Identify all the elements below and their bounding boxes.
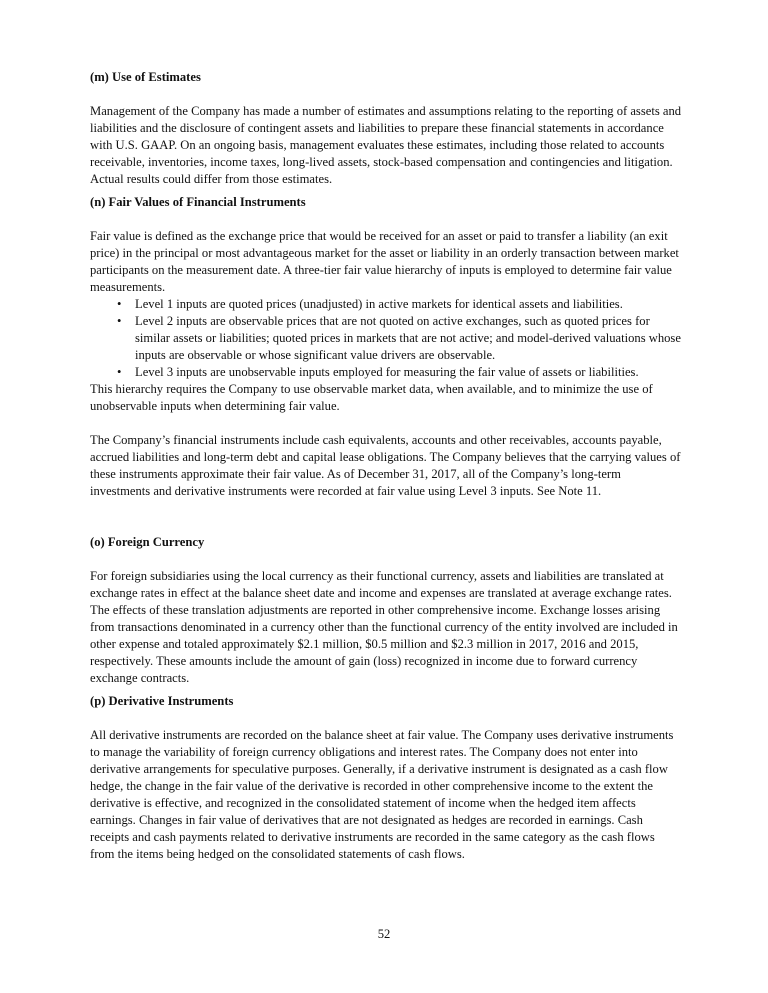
page-number: 52 (377, 927, 391, 941)
fair-value-levels-list (90, 296, 682, 381)
paragraph-derivative-instruments: All derivative instruments are recorded on the balance sheet at fair value. The Company uses derivative instruments to manage the variability of foreign currency obligations and interest rates. The Company does not enter into derivative arrangements for speculative purposes. Generally, if a derivative instrument is designated as a cash flow hedge, the change in the fair value of the derivative is recorded in other comprehensive income to the extent the derivative is effective, and recognized in the consolidated statement of income when the hedged item affects earnings. Changes in fair value of derivatives that are not designated as hedges are recorded in earnings. Cash receipts and cash payments related to derivative instruments are recorded in the same category as the cash flows from the items being hedged on the consolidated statements of cash flows. (90, 728, 674, 861)
paragraph-use-of-estimates: Management of the Company has made a number of estimates and assumptions relating to the reporting of assets and liabilities and the disclosure of contingent assets and liabilities to prepare these financial statements in accordance with U.S. GAAP. On an ongoing basis, management evaluates these estimates, including those related to accounts receivable, inventories, income taxes, long-lived assets, stock-based compensation and contingencies and litigation. Actual results could differ from those estimates. (90, 104, 682, 186)
page-content (90, 69, 682, 863)
heading-foreign-currency: (o) Foreign Currency (90, 535, 205, 549)
list-item-level-3: • Level 3 inputs are unobservable inputs employed for measuring the fair value of assets or liabilities. (90, 364, 682, 381)
heading-fair-values: (n) Fair Values of Financial Instruments (90, 195, 306, 209)
list-item-level-2: • Level 2 inputs are observable prices that are not quoted on active exchanges, such as quoted prices for similar assets or liabilities; quoted prices in markets that are not active; and model-derived valuations whose inputs are observable or whose significant value drivers are observable. (90, 313, 682, 364)
paragraph-foreign-currency: For foreign subsidiaries using the local currency as their functional currency, assets and liabilities are translated at exchange rates in effect at the balance sheet date and income and expenses are translated at average exchange rates. The effects of these translation adjustments are reported in other comprehensive income. Exchange losses arising from transactions denominated in a currency other than the functional currency of the entity involved are included in other expense and totaled approximately $2.1 million, $0.5 million and $2.3 million in 2017, 2016 and 2015, respectively. These amounts include the amount of gain (loss) recognized in income due to forward currency exchange contracts. (90, 569, 678, 685)
paragraph-financial-instruments: The Company’s financial instruments include cash equivalents, accounts and other receivables, accounts payable, accrued liabilities and long-term debt and capital lease obligations. The Company believes that the carrying values of these instruments approximate their fair value. As of December 31, 2017, all of the Company’s long-term investments and derivative instruments were recorded at fair value using Level 3 inputs. See Note 11. (90, 433, 681, 498)
paragraph-hierarchy-requirement: This hierarchy requires the Company to use observable market data, when available, and to minimize the use of unobservable inputs when determining fair value. (90, 382, 653, 413)
list-item-level-1: • Level 1 inputs are quoted prices (unadjusted) in active markets for identical assets and liabilities. (90, 296, 682, 313)
paragraph-fair-value-definition: Fair value is defined as the exchange price that would be received for an asset or paid to transfer a liability (an exit price) in the principal or most advantageous market for the asset or liability in an orderly transaction between market participants on the measurement date. A three-tier fair value hierarchy of inputs is employed to determine fair value measurements. (90, 229, 679, 294)
heading-use-of-estimates: (m) Use of Estimates (90, 70, 201, 84)
heading-derivative-instruments: (p) Derivative Instruments (90, 694, 234, 708)
